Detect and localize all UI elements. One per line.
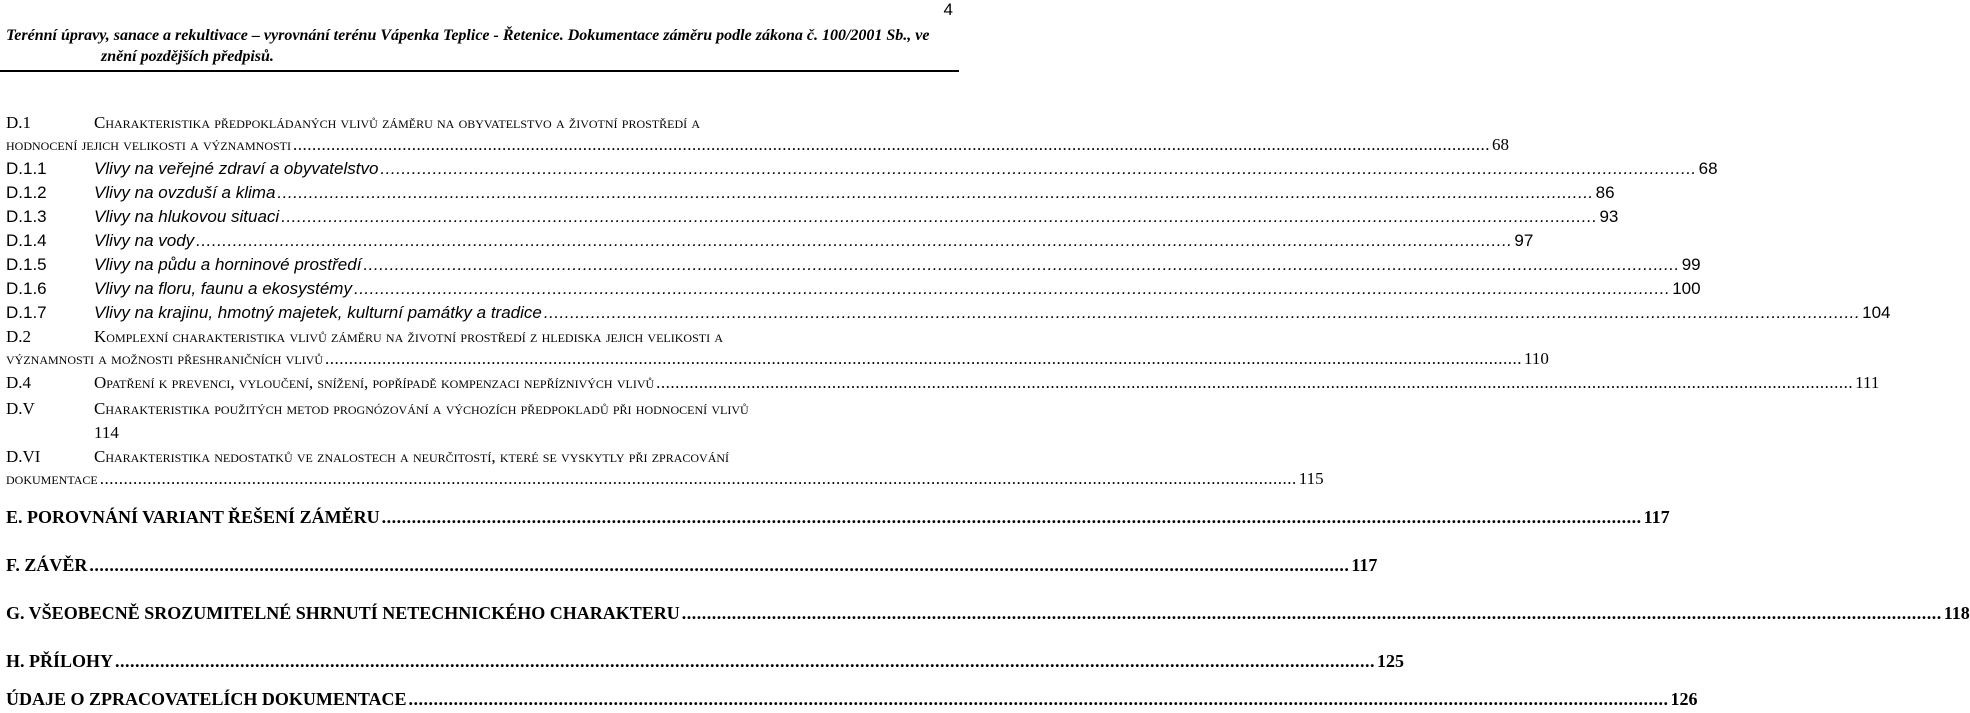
leader-dots (325, 349, 1522, 369)
toc-page: 117 (1643, 507, 1670, 527)
toc-page: 125 (1377, 651, 1405, 671)
toc-entry-d2-cont[interactable] (6, 349, 1549, 373)
toc-entry-d1-4[interactable] (6, 231, 1534, 255)
toc-entry-e[interactable] (6, 507, 1670, 531)
toc-entry-udaje[interactable] (6, 689, 1698, 713)
toc-entry-dvi-cont[interactable] (6, 469, 1324, 493)
toc-code: D.1.1 (6, 159, 47, 178)
document-header (6, 25, 954, 67)
toc-entry-d1-5[interactable] (6, 255, 1701, 279)
toc-page: 118 (1943, 603, 1970, 623)
toc-code: D.1.5 (6, 255, 47, 274)
toc-entry-f[interactable] (6, 555, 1378, 579)
toc-code: D.4 (6, 373, 32, 392)
toc-title: hodnocení jejich velikosti a významnosti (6, 135, 291, 154)
toc-title: F. ZÁVĚR (6, 555, 88, 575)
toc-entry-h[interactable] (6, 651, 1405, 675)
leader-dots (196, 231, 1512, 251)
toc-title: Charakteristika použitých metod prognózování a výchozích předpokladů při hodnocení vlivů (94, 399, 749, 418)
toc-title: G. VŠEOBECNĚ SROZUMITELNÉ SHRNUTÍ NETECHNICKÉHO CHARAKTERU (6, 603, 680, 623)
toc-title: Vlivy na veřejné zdraví a obyvatelstvo (94, 159, 379, 178)
toc-page: 97 (1514, 231, 1534, 250)
toc-title: dokumentace (6, 469, 98, 488)
toc-entry-d1-6[interactable] (6, 279, 1701, 303)
toc-code: D.1.6 (6, 279, 47, 298)
toc-title: významnosti a možnosti přeshraničních vlivů (6, 349, 323, 368)
toc-title: Charakteristika nedostatků ve znalostech a neurčitostí, které se vyskytly při zpracování (94, 447, 730, 466)
toc-title: Vlivy na půdu a horninové prostředí (94, 255, 362, 274)
toc-code: D.1 (6, 113, 32, 132)
toc-entry-d4[interactable] (6, 373, 1880, 397)
toc-entry-d1-2[interactable] (6, 183, 1615, 207)
toc-code: D.1.3 (6, 207, 47, 226)
toc-title: Komplexní charakteristika vlivů záměru na životní prostředí z hlediska jejich velikosti a (94, 327, 723, 346)
toc-entry-dvi[interactable] (6, 445, 951, 469)
toc-title: ÚDAJE O ZPRACOVATELÍCH DOKUMENTACE (6, 689, 407, 709)
toc-title: Charakteristika předpokládaných vlivů záměru na obyvatelstvo a životní prostředí a (94, 113, 701, 132)
toc-entry-d1-3[interactable] (6, 207, 1619, 231)
leader-dots (277, 183, 1593, 203)
leader-dots (544, 303, 1860, 323)
toc-entry-d1-cont[interactable] (6, 135, 1509, 159)
toc-title: H. PŘÍLOHY (6, 651, 114, 671)
toc-code: D.1.7 (6, 303, 47, 322)
toc-page: 68 (1491, 135, 1509, 154)
leader-dots (382, 507, 1642, 528)
page-number: 4 (943, 0, 953, 19)
leader-dots (281, 207, 1597, 227)
leader-dots (656, 373, 1853, 393)
header-line-2: znění pozdějších předpisů. (101, 48, 274, 65)
toc-title: Vlivy na ovzduší a klima (94, 183, 276, 202)
leader-dots (115, 651, 1375, 672)
toc-title: Vlivy na krajinu, hmotný majetek, kulturní památky a tradice (94, 303, 542, 322)
header-line-1: Terénní úpravy, sanace a rekultivace – vyrovnání terénu Vápenka Teplice - Řetenice. Dokumentace záměru podle zákona č. 100/2001 Sb., ve (6, 27, 930, 44)
toc-page: 111 (1855, 373, 1880, 392)
leader-dots (354, 279, 1670, 299)
toc-entry-g[interactable] (6, 603, 1970, 627)
toc-page: 117 (1351, 555, 1378, 575)
toc-title: Vlivy na floru, faunu a ekosystémy (94, 279, 352, 298)
toc-code: D.VI (6, 447, 41, 466)
toc-code: D.2 (6, 327, 32, 346)
toc-entry-d1[interactable] (6, 111, 951, 135)
toc-entry-d2[interactable] (6, 325, 951, 349)
leader-dots (409, 689, 1669, 710)
toc-page: 99 (1681, 255, 1701, 274)
toc-page: 86 (1595, 183, 1615, 202)
leader-dots (89, 555, 1349, 576)
toc-entry-d1-7[interactable] (6, 303, 1891, 327)
toc-page: 93 (1599, 207, 1619, 226)
toc-page: 104 (1862, 303, 1891, 322)
header-divider (0, 70, 959, 72)
leader-dots (380, 159, 1696, 179)
toc-code: D.1.4 (6, 231, 47, 250)
toc-page: 110 (1524, 349, 1549, 368)
toc-page: 114 (94, 423, 119, 442)
toc-entry-dv[interactable] (6, 397, 951, 445)
toc-entry-d1-1[interactable] (6, 159, 1718, 183)
leader-dots (293, 135, 1490, 155)
toc-page: 100 (1672, 279, 1701, 298)
toc-page: 68 (1698, 159, 1718, 178)
toc-title: Vlivy na hlukovou situaci (94, 207, 280, 226)
toc-code: D.V (6, 399, 35, 418)
toc-page: 115 (1298, 469, 1324, 488)
toc-title: E. POROVNÁNÍ VARIANT ŘEŠENÍ ZÁMĚRU (6, 507, 380, 527)
leader-dots (363, 255, 1679, 275)
leader-dots (682, 603, 1942, 624)
toc-page: 126 (1670, 689, 1698, 709)
toc-title: Opatření k prevenci, vyloučení, snížení, popřípadě kompenzaci nepříznivých vlivů (94, 373, 655, 392)
leader-dots (100, 469, 1297, 489)
toc-code: D.1.2 (6, 183, 47, 202)
toc-title: Vlivy na vody (94, 231, 195, 250)
